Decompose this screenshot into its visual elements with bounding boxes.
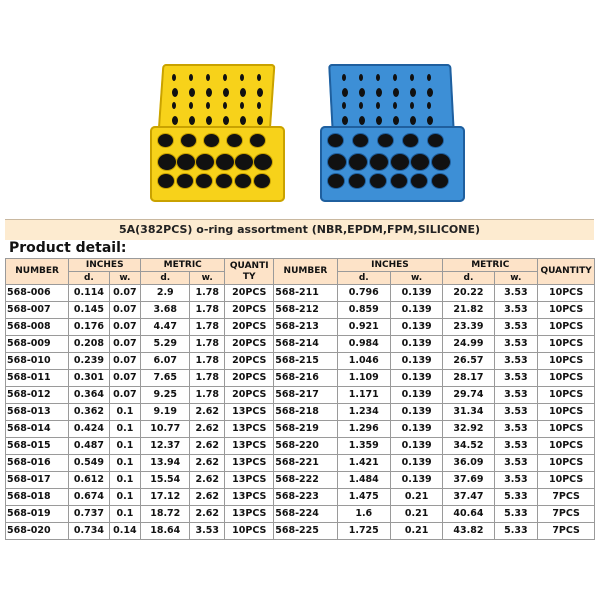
inches-w-cell: 0.21	[390, 489, 442, 506]
inches-w-cell: 0.1	[109, 455, 141, 472]
inches-d-cell: 1.171	[337, 387, 390, 404]
metric-w-cell: 3.53	[494, 387, 538, 404]
metric-d-cell: 10.77	[141, 421, 190, 438]
metric-w-cell: 3.53	[494, 285, 538, 302]
number-cell: 568-216	[274, 370, 337, 387]
quantity-cell: 20PCS	[225, 302, 274, 319]
quantity-cell: 20PCS	[225, 370, 274, 387]
oring-small	[393, 88, 399, 97]
table-row	[6, 404, 595, 421]
oring-small	[410, 74, 414, 81]
oring-large	[181, 134, 196, 147]
metric-d-cell: 9.19	[141, 404, 190, 421]
oring-small	[189, 88, 195, 97]
metric-w-cell: 2.62	[190, 421, 225, 438]
oring-small	[206, 88, 212, 97]
metric-d-cell: 32.92	[443, 421, 494, 438]
number-cell: 568-218	[274, 404, 337, 421]
metric-w-cell: 2.62	[190, 404, 225, 421]
number-cell: 568-221	[274, 455, 337, 472]
inches-w-cell: 0.07	[109, 302, 141, 319]
inches-w-cell: 0.07	[109, 285, 141, 302]
inches-d-cell: 0.734	[69, 523, 109, 540]
metric-w-cell: 3.53	[494, 438, 538, 455]
inches-d-cell: 0.114	[69, 285, 109, 302]
number-cell: 568-017	[6, 472, 69, 489]
oring-large	[235, 154, 253, 170]
metric-d-cell: 23.39	[443, 319, 494, 336]
inches-d-cell: 0.796	[337, 285, 390, 302]
table-row	[6, 421, 595, 438]
number-cell: 568-220	[274, 438, 337, 455]
oring-small	[342, 88, 348, 97]
number-cell: 568-013	[6, 404, 69, 421]
metric-d-cell: 29.74	[443, 387, 494, 404]
oring-small	[359, 88, 365, 97]
inches-w-cell: 0.139	[390, 319, 442, 336]
inches-w-cell: 0.1	[109, 506, 141, 523]
inches-d-cell: 1.421	[337, 455, 390, 472]
oring-small	[359, 102, 363, 109]
metric-d-cell: 12.37	[141, 438, 190, 455]
oring-small	[172, 88, 178, 97]
oring-large	[370, 154, 388, 170]
metric-d-cell: 15.54	[141, 472, 190, 489]
quantity-cell: 7PCS	[538, 506, 595, 523]
quantity-header-right: QUANTITY	[538, 259, 595, 285]
inches-w-cell: 0.1	[109, 438, 141, 455]
metric-d-cell: 9.25	[141, 387, 190, 404]
inches-d-cell: 0.301	[69, 370, 109, 387]
metric-w-cell: 2.62	[190, 472, 225, 489]
oring-large	[349, 154, 367, 170]
inches-d-cell: 1.475	[337, 489, 390, 506]
quantity-cell: 10PCS	[225, 523, 274, 540]
metric-d-cell: 24.99	[443, 336, 494, 353]
oring-small	[376, 88, 382, 97]
oring-large	[328, 174, 344, 188]
quantity-cell: 13PCS	[225, 421, 274, 438]
metric-d-cell: 4.47	[141, 319, 190, 336]
oring-large	[349, 174, 365, 188]
metric-d-cell: 28.17	[443, 370, 494, 387]
inches-d-cell: 0.984	[337, 336, 390, 353]
metric-w-cell: 1.78	[190, 336, 225, 353]
inches-w-cell: 0.21	[390, 506, 442, 523]
inches-w-cell: 0.1	[109, 421, 141, 438]
oring-large	[378, 134, 393, 147]
oring-small	[206, 74, 210, 81]
oring-large	[254, 154, 272, 170]
spec-table	[5, 258, 595, 540]
quantity-cell: 10PCS	[538, 404, 595, 421]
oring-large	[235, 174, 251, 188]
oring-small	[240, 116, 246, 125]
oring-large	[328, 134, 343, 147]
oring-large	[403, 134, 418, 147]
metric-w-cell: 1.78	[190, 387, 225, 404]
inches-w-cell: 0.07	[109, 353, 141, 370]
number-cell: 568-219	[274, 421, 337, 438]
inches-w-cell: 0.139	[390, 387, 442, 404]
oring-small	[427, 88, 433, 97]
number-cell: 568-014	[6, 421, 69, 438]
inches-w-cell: 0.07	[109, 319, 141, 336]
metric-d-cell: 31.34	[443, 404, 494, 421]
oring-small	[376, 74, 380, 81]
number-cell: 568-214	[274, 336, 337, 353]
metric-d-cell: 43.82	[443, 523, 494, 540]
inches-w-cell: 0.07	[109, 387, 141, 404]
metric-w-cell: 3.53	[494, 302, 538, 319]
quantity-cell: 20PCS	[225, 353, 274, 370]
number-cell: 568-217	[274, 387, 337, 404]
inches-d-cell: 0.362	[69, 404, 109, 421]
inches-w-cell: 0.07	[109, 336, 141, 353]
oring-large	[216, 174, 232, 188]
inches-w-cell: 0.139	[390, 302, 442, 319]
quantity-cell: 10PCS	[538, 285, 595, 302]
table-row	[6, 472, 595, 489]
inches-w-cell: 0.1	[109, 489, 141, 506]
quantity-cell: 13PCS	[225, 455, 274, 472]
metric-w-cell: 1.78	[190, 319, 225, 336]
inches-w-header-left: w.	[109, 272, 141, 285]
quantity-cell: 10PCS	[538, 421, 595, 438]
metric-w-cell: 3.53	[494, 370, 538, 387]
number-cell: 568-224	[274, 506, 337, 523]
number-cell: 568-019	[6, 506, 69, 523]
table-row	[6, 506, 595, 523]
number-cell: 568-020	[6, 523, 69, 540]
oring-small	[189, 102, 193, 109]
metric-w-cell: 1.78	[190, 353, 225, 370]
oring-small	[342, 102, 346, 109]
inches-d-cell: 1.234	[337, 404, 390, 421]
quantity-cell: 13PCS	[225, 404, 274, 421]
inches-d-cell: 0.145	[69, 302, 109, 319]
oring-small	[206, 116, 212, 125]
oring-small	[376, 116, 382, 125]
yellow-oring-kit-photo	[150, 64, 285, 202]
inches-w-cell: 0.139	[390, 285, 442, 302]
oring-small	[172, 116, 178, 125]
oring-large	[158, 174, 174, 188]
product-detail-label: Product detail:	[9, 240, 127, 256]
number-cell: 568-213	[274, 319, 337, 336]
number-cell: 568-212	[274, 302, 337, 319]
spec-table-body	[6, 285, 595, 540]
metric-d-cell: 20.22	[443, 285, 494, 302]
oring-small	[257, 88, 263, 97]
oring-small	[410, 116, 416, 125]
oring-large	[227, 134, 242, 147]
quantity-cell: 13PCS	[225, 438, 274, 455]
oring-large	[158, 134, 173, 147]
inches-d-cell: 0.487	[69, 438, 109, 455]
inches-d-cell: 0.674	[69, 489, 109, 506]
oring-large	[370, 174, 386, 188]
inches-d-cell: 1.725	[337, 523, 390, 540]
oring-small	[223, 102, 227, 109]
table-row	[6, 438, 595, 455]
metric-d-cell: 36.09	[443, 455, 494, 472]
metric-d-cell: 37.47	[443, 489, 494, 506]
inches-header-right: INCHES	[337, 259, 443, 272]
quantity-cell: 20PCS	[225, 336, 274, 353]
quantity-cell: 10PCS	[538, 387, 595, 404]
quantity-cell: 10PCS	[538, 370, 595, 387]
oring-small	[257, 116, 263, 125]
table-row	[6, 455, 595, 472]
inches-d-cell: 0.737	[69, 506, 109, 523]
metric-d-cell: 18.64	[141, 523, 190, 540]
oring-small	[206, 102, 210, 109]
oring-large	[391, 174, 407, 188]
inches-d-header-right: d.	[337, 272, 390, 285]
metric-w-cell: 3.53	[190, 523, 225, 540]
metric-d-cell: 40.64	[443, 506, 494, 523]
metric-w-cell: 2.62	[190, 489, 225, 506]
metric-w-cell: 3.53	[494, 353, 538, 370]
metric-w-header-right: w.	[494, 272, 538, 285]
metric-d-cell: 6.07	[141, 353, 190, 370]
inches-w-cell: 0.07	[109, 370, 141, 387]
metric-d-cell: 26.57	[443, 353, 494, 370]
inches-w-cell: 0.1	[109, 472, 141, 489]
blue-oring-kit-photo	[320, 64, 465, 202]
oring-small	[240, 74, 244, 81]
quantity-header-left: QUANTI TY	[225, 259, 274, 285]
number-header-left: NUMBER	[6, 259, 69, 285]
oring-small	[240, 102, 244, 109]
oring-small	[240, 88, 246, 97]
table-row	[6, 336, 595, 353]
oring-large	[328, 154, 346, 170]
oring-small	[410, 102, 414, 109]
inches-d-cell: 1.484	[337, 472, 390, 489]
kit-caption: 5A(382PCS) o-ring assortment (NBR,EPDM,FPM,SILICONE)	[118, 223, 481, 236]
metric-w-header-left: w.	[190, 272, 225, 285]
metric-w-cell: 3.53	[494, 455, 538, 472]
inches-w-cell: 0.21	[390, 523, 442, 540]
oring-small	[223, 116, 229, 125]
inches-w-cell: 0.1	[109, 404, 141, 421]
oring-large	[204, 134, 219, 147]
quantity-cell: 10PCS	[538, 319, 595, 336]
quantity-cell: 10PCS	[538, 302, 595, 319]
metric-d-header-right: d.	[443, 272, 494, 285]
inches-w-header-right: w.	[390, 272, 442, 285]
inches-d-cell: 0.921	[337, 319, 390, 336]
inches-w-cell: 0.139	[390, 353, 442, 370]
inches-d-cell: 0.208	[69, 336, 109, 353]
inches-d-cell: 0.239	[69, 353, 109, 370]
inches-w-cell: 0.139	[390, 472, 442, 489]
metric-d-cell: 37.69	[443, 472, 494, 489]
inches-d-cell: 1.109	[337, 370, 390, 387]
number-cell: 568-008	[6, 319, 69, 336]
table-row	[6, 353, 595, 370]
oring-large	[428, 134, 443, 147]
table-row	[6, 319, 595, 336]
inches-d-cell: 1.6	[337, 506, 390, 523]
inches-d-cell: 0.549	[69, 455, 109, 472]
oring-small	[223, 74, 227, 81]
metric-w-cell: 3.53	[494, 421, 538, 438]
inches-w-cell: 0.139	[390, 438, 442, 455]
metric-w-cell: 1.78	[190, 285, 225, 302]
oring-small	[257, 74, 261, 81]
oring-large	[158, 154, 176, 170]
inches-w-cell: 0.139	[390, 404, 442, 421]
quantity-cell: 13PCS	[225, 506, 274, 523]
metric-d-cell: 17.12	[141, 489, 190, 506]
metric-w-cell: 5.33	[494, 506, 538, 523]
metric-w-cell: 3.53	[494, 404, 538, 421]
number-cell: 568-011	[6, 370, 69, 387]
inches-d-cell: 0.424	[69, 421, 109, 438]
metric-w-cell: 5.33	[494, 523, 538, 540]
metric-d-cell: 34.52	[443, 438, 494, 455]
metric-d-cell: 2.9	[141, 285, 190, 302]
oring-small	[427, 102, 431, 109]
quantity-cell: 20PCS	[225, 387, 274, 404]
metric-d-cell: 7.65	[141, 370, 190, 387]
metric-w-cell: 3.53	[494, 472, 538, 489]
metric-w-cell: 1.78	[190, 302, 225, 319]
caption-band	[5, 219, 594, 240]
inches-w-cell: 0.139	[390, 455, 442, 472]
inches-d-cell: 0.859	[337, 302, 390, 319]
table-row	[6, 302, 595, 319]
oring-small	[376, 102, 380, 109]
quantity-cell: 20PCS	[225, 319, 274, 336]
quantity-cell: 7PCS	[538, 523, 595, 540]
oring-large	[353, 134, 368, 147]
quantity-cell: 20PCS	[225, 285, 274, 302]
metric-w-cell: 2.62	[190, 438, 225, 455]
number-cell: 568-222	[274, 472, 337, 489]
metric-w-cell: 5.33	[494, 489, 538, 506]
oring-small	[359, 116, 365, 125]
metric-d-cell: 18.72	[141, 506, 190, 523]
metric-w-cell: 3.53	[494, 319, 538, 336]
table-row	[6, 489, 595, 506]
inches-d-cell: 1.296	[337, 421, 390, 438]
inches-d-cell: 1.359	[337, 438, 390, 455]
number-cell: 568-012	[6, 387, 69, 404]
oring-small	[393, 74, 397, 81]
oring-small	[172, 74, 176, 81]
number-cell: 568-007	[6, 302, 69, 319]
number-cell: 568-018	[6, 489, 69, 506]
quantity-cell: 10PCS	[538, 455, 595, 472]
inches-w-cell: 0.139	[390, 421, 442, 438]
oring-small	[189, 116, 195, 125]
header-row-1	[6, 259, 595, 272]
inches-d-cell: 0.176	[69, 319, 109, 336]
table-row	[6, 285, 595, 302]
oring-small	[189, 74, 193, 81]
quantity-cell: 10PCS	[538, 353, 595, 370]
quantity-cell: 7PCS	[538, 489, 595, 506]
metric-d-cell: 21.82	[443, 302, 494, 319]
quantity-cell: 13PCS	[225, 472, 274, 489]
number-cell: 568-223	[274, 489, 337, 506]
oring-small	[393, 116, 399, 125]
metric-header-right: METRIC	[443, 259, 538, 272]
inches-d-header-left: d.	[69, 272, 109, 285]
inches-d-cell: 1.046	[337, 353, 390, 370]
number-cell: 568-010	[6, 353, 69, 370]
oring-small	[427, 116, 433, 125]
table-row	[6, 387, 595, 404]
oring-large	[254, 174, 270, 188]
inches-d-cell: 0.612	[69, 472, 109, 489]
oring-large	[391, 154, 409, 170]
oring-small	[410, 88, 416, 97]
number-cell: 568-009	[6, 336, 69, 353]
oring-small	[342, 116, 348, 125]
metric-d-cell: 5.29	[141, 336, 190, 353]
oring-large	[216, 154, 234, 170]
oring-small	[393, 102, 397, 109]
metric-d-cell: 3.68	[141, 302, 190, 319]
oring-small	[359, 74, 363, 81]
metric-w-cell: 2.62	[190, 506, 225, 523]
table-row	[6, 370, 595, 387]
oring-large	[250, 134, 265, 147]
metric-d-cell: 13.94	[141, 455, 190, 472]
number-header-right: NUMBER	[274, 259, 337, 285]
inches-header-left: INCHES	[69, 259, 141, 272]
inches-w-cell: 0.14	[109, 523, 141, 540]
number-cell: 568-225	[274, 523, 337, 540]
oring-small	[342, 74, 346, 81]
inches-d-cell: 0.364	[69, 387, 109, 404]
metric-w-cell: 1.78	[190, 370, 225, 387]
metric-w-cell: 3.53	[494, 336, 538, 353]
number-cell: 568-215	[274, 353, 337, 370]
number-cell: 568-015	[6, 438, 69, 455]
oring-small	[172, 102, 176, 109]
inches-w-cell: 0.139	[390, 336, 442, 353]
quantity-cell: 10PCS	[538, 438, 595, 455]
inches-w-cell: 0.139	[390, 370, 442, 387]
oring-small	[223, 88, 229, 97]
quantity-cell: 10PCS	[538, 472, 595, 489]
number-cell: 568-006	[6, 285, 69, 302]
oring-small	[257, 102, 261, 109]
table-row	[6, 523, 595, 540]
quantity-cell: 13PCS	[225, 489, 274, 506]
number-cell: 568-016	[6, 455, 69, 472]
oring-small	[427, 74, 431, 81]
metric-d-header-left: d.	[141, 272, 190, 285]
metric-header-left: METRIC	[141, 259, 225, 272]
quantity-cell: 10PCS	[538, 336, 595, 353]
number-cell: 568-211	[274, 285, 337, 302]
metric-w-cell: 2.62	[190, 455, 225, 472]
